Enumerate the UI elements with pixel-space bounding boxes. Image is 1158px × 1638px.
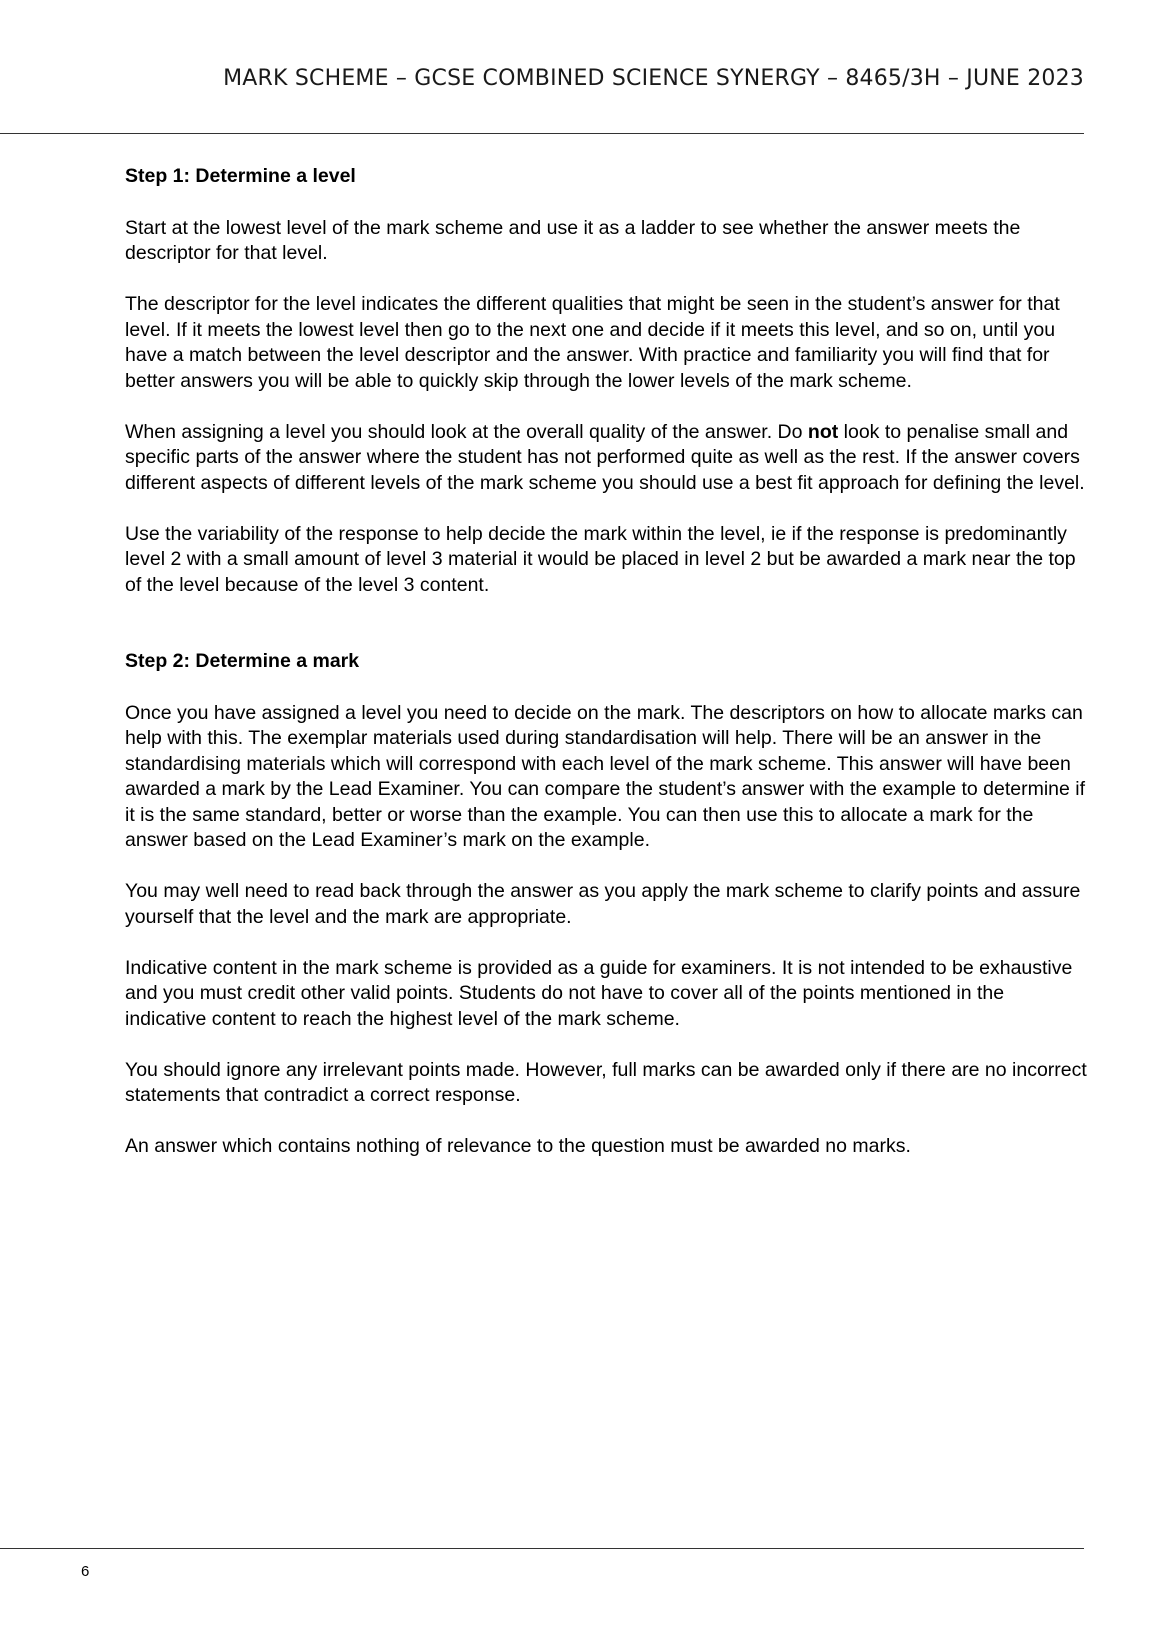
page-header-title: MARK SCHEME – GCSE COMBINED SCIENCE SYNERGY – 8465/3H – JUNE 2023: [223, 66, 1084, 91]
step2-paragraph-2: You may well need to read back through the answer as you apply the mark scheme to clarify points and assure yourself that the level and the mark are appropriate.: [125, 880, 1081, 928]
step2-paragraph-1: Once you have assigned a level you need to decide on the mark. The descriptors on how to allocate marks can help with this. The exemplar materials used during standardisation will help. There will be an answer in the standardising materials which will correspond with each level of the mark scheme. This answer will have been awarded a mark by the Lead Examiner. You can compare the student’s answer with the example to determine if it is the same standard, better or worse than the example. You can then use this to allocate a mark for the answer based on the Lead Examiner’s mark on the example.: [125, 701, 1086, 851]
step2-paragraph-3: Indicative content in the mark scheme is provided as a guide for examiners. It is not intended to be exhaustive and you must credit other valid points. Students do not have to cover all of the points mentioned in the indicative content to reach the highest level of the mark scheme.: [125, 956, 1073, 1030]
step1-paragraph-4: Use the variability of the response to help decide the mark within the level, ie if the response is predominantly level 2 with a small amount of level 3 material it would be placed in level 2 but be awarded a mark near the top of the level because of the level 3 content.: [125, 522, 1076, 596]
step2-section: [125, 649, 1087, 1160]
step1-paragraph-3: [125, 420, 1087, 497]
step1-paragraph-3-start: When assigning a level you should look at the overall quality of the answer. Do: [125, 420, 808, 443]
step2-paragraph-4: You should ignore any irrelevant points made. However, full marks can be awarded only if there are no incorrect statements that contradict a correct response.: [125, 1058, 1087, 1106]
step1-section: [125, 164, 1087, 598]
step1-paragraph-3-end: look to penalise small and specific parts of the answer where the student has not performed quite as well as the rest. If the answer covers different aspects of different levels of the mark scheme you should use a best fit approach for defining the level.: [125, 420, 1085, 494]
header-divider: [0, 133, 1084, 134]
step2-paragraph-5: An answer which contains nothing of relevance to the question must be awarded no marks.: [125, 1135, 911, 1157]
step1-paragraph-2: The descriptor for the level indicates the different qualities that might be seen in the student’s answer for that level. If it meets the lowest level then go to the next one and decide if it meets this level, and so on, until you have a match between the level descriptor and the answer. With practice and familiarity you will find that for better answers you will be able to quickly skip through the lower levels of the mark scheme.: [125, 293, 1060, 392]
step1-heading: Step 1: Determine a level: [125, 165, 356, 187]
document-body: [125, 164, 1087, 1185]
page-number: 6: [81, 1563, 90, 1580]
emphasis-not: not: [807, 420, 839, 443]
step1-paragraph-1: Start at the lowest level of the mark scheme and use it as a ladder to see whether the answer meets the descriptor for that level.: [125, 216, 1021, 264]
step2-heading: Step 2: Determine a mark: [125, 650, 360, 672]
footer-divider: [0, 1548, 1084, 1549]
